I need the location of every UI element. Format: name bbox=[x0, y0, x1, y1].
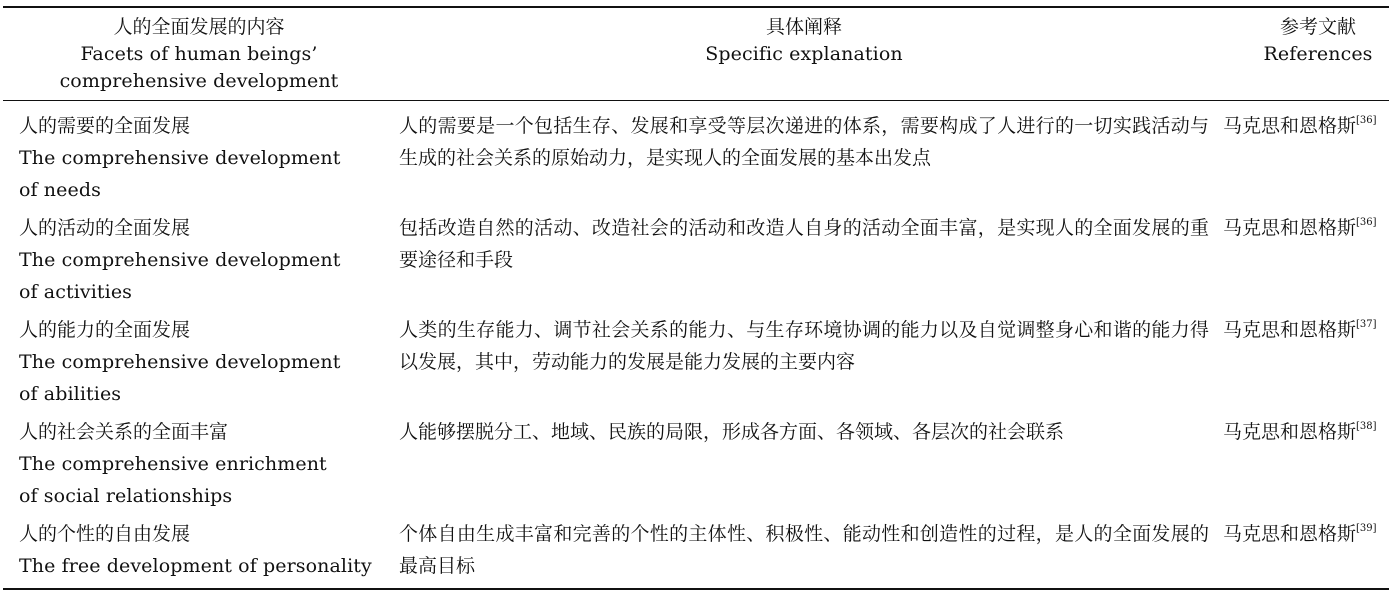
header-explanation-zh: 具体阐释 bbox=[765, 16, 842, 38]
header-explanation-en: Specific explanation bbox=[705, 43, 903, 65]
header-explanation bbox=[385, 7, 1219, 101]
table-header bbox=[3, 7, 1389, 101]
facet-zh: 人的需要的全面发展 bbox=[19, 115, 191, 137]
facet-en-line2: of needs bbox=[19, 179, 101, 201]
facet-en-line1: The comprehensive enrichment bbox=[19, 453, 327, 475]
explanation-cell: 人的需要是一个包括生存、发展和享受等层次递进的体系，需要构成了人进行的一切实践活动与生成的社会关系的原始动力，是实现人的全面发展的基本出发点 bbox=[399, 115, 1209, 169]
reference-author: 马克思和恩格斯 bbox=[1223, 217, 1357, 239]
reference-author: 马克思和恩格斯 bbox=[1223, 421, 1357, 443]
reference-author: 马克思和恩格斯 bbox=[1223, 319, 1357, 341]
facet-cell bbox=[3, 518, 385, 589]
facet-en-line1: The free development of personality bbox=[19, 555, 372, 577]
explanation-cell: 人能够摆脱分工、地域、民族的局限，形成各方面、各领域、各层次的社会联系 bbox=[399, 421, 1065, 443]
facet-cell bbox=[3, 416, 385, 518]
reference-cell bbox=[1219, 518, 1389, 589]
table-row bbox=[3, 101, 1389, 213]
reference-author: 马克思和恩格斯 bbox=[1223, 115, 1357, 137]
header-references-en: References bbox=[1263, 43, 1373, 65]
header-row bbox=[3, 7, 1389, 101]
header-facet-en-line2: comprehensive development bbox=[59, 70, 339, 92]
facet-en-line2: of abilities bbox=[19, 383, 122, 405]
explanation-cell: 个体自由生成丰富和完善的个性的主体性、积极性、能动性和创造性的过程，是人的全面发展的最高目标 bbox=[399, 523, 1209, 577]
facet-zh: 人的个性的自由发展 bbox=[19, 523, 191, 545]
reference-cell bbox=[1219, 314, 1389, 416]
header-facet-en-line1: Facets of human beings’ bbox=[80, 43, 318, 65]
table-row bbox=[3, 518, 1389, 589]
human-development-table bbox=[3, 6, 1389, 590]
facet-zh: 人的社会关系的全面丰富 bbox=[19, 421, 229, 443]
reference-cell bbox=[1219, 101, 1389, 213]
table-body bbox=[3, 101, 1389, 590]
header-facet bbox=[3, 7, 385, 101]
facet-zh: 人的活动的全面发展 bbox=[19, 217, 191, 239]
reference-citation[interactable]: [37] bbox=[1356, 318, 1377, 330]
facet-en-line1: The comprehensive development bbox=[19, 147, 341, 169]
facet-en-line1: The comprehensive development bbox=[19, 351, 341, 373]
header-references bbox=[1219, 7, 1389, 101]
reference-citation[interactable]: [38] bbox=[1356, 420, 1377, 432]
table-row bbox=[3, 416, 1389, 518]
facet-cell bbox=[3, 212, 385, 314]
reference-citation[interactable]: [39] bbox=[1356, 522, 1377, 534]
facet-en-line1: The comprehensive development bbox=[19, 249, 341, 271]
facet-en-line2: of social relationships bbox=[19, 485, 233, 507]
table-row bbox=[3, 314, 1389, 416]
reference-cell bbox=[1219, 212, 1389, 314]
reference-cell bbox=[1219, 416, 1389, 518]
reference-citation[interactable]: [36] bbox=[1356, 216, 1377, 228]
table-row bbox=[3, 212, 1389, 314]
reference-author: 马克思和恩格斯 bbox=[1223, 523, 1357, 545]
facet-cell bbox=[3, 101, 385, 213]
header-facet-zh: 人的全面发展的内容 bbox=[113, 16, 285, 38]
facet-en-line2: of activities bbox=[19, 281, 133, 303]
facet-zh: 人的能力的全面发展 bbox=[19, 319, 191, 341]
header-references-zh: 参考文献 bbox=[1279, 16, 1356, 38]
reference-citation[interactable]: [36] bbox=[1356, 114, 1377, 126]
explanation-cell: 人类的生存能力、调节社会关系的能力、与生存环境协调的能力以及自觉调整身心和谐的能力得以发展，其中，劳动能力的发展是能力发展的主要内容 bbox=[399, 319, 1209, 373]
facet-cell bbox=[3, 314, 385, 416]
explanation-cell: 包括改造自然的活动、改造社会的活动和改造人自身的活动全面丰富，是实现人的全面发展的重要途径和手段 bbox=[399, 217, 1209, 271]
